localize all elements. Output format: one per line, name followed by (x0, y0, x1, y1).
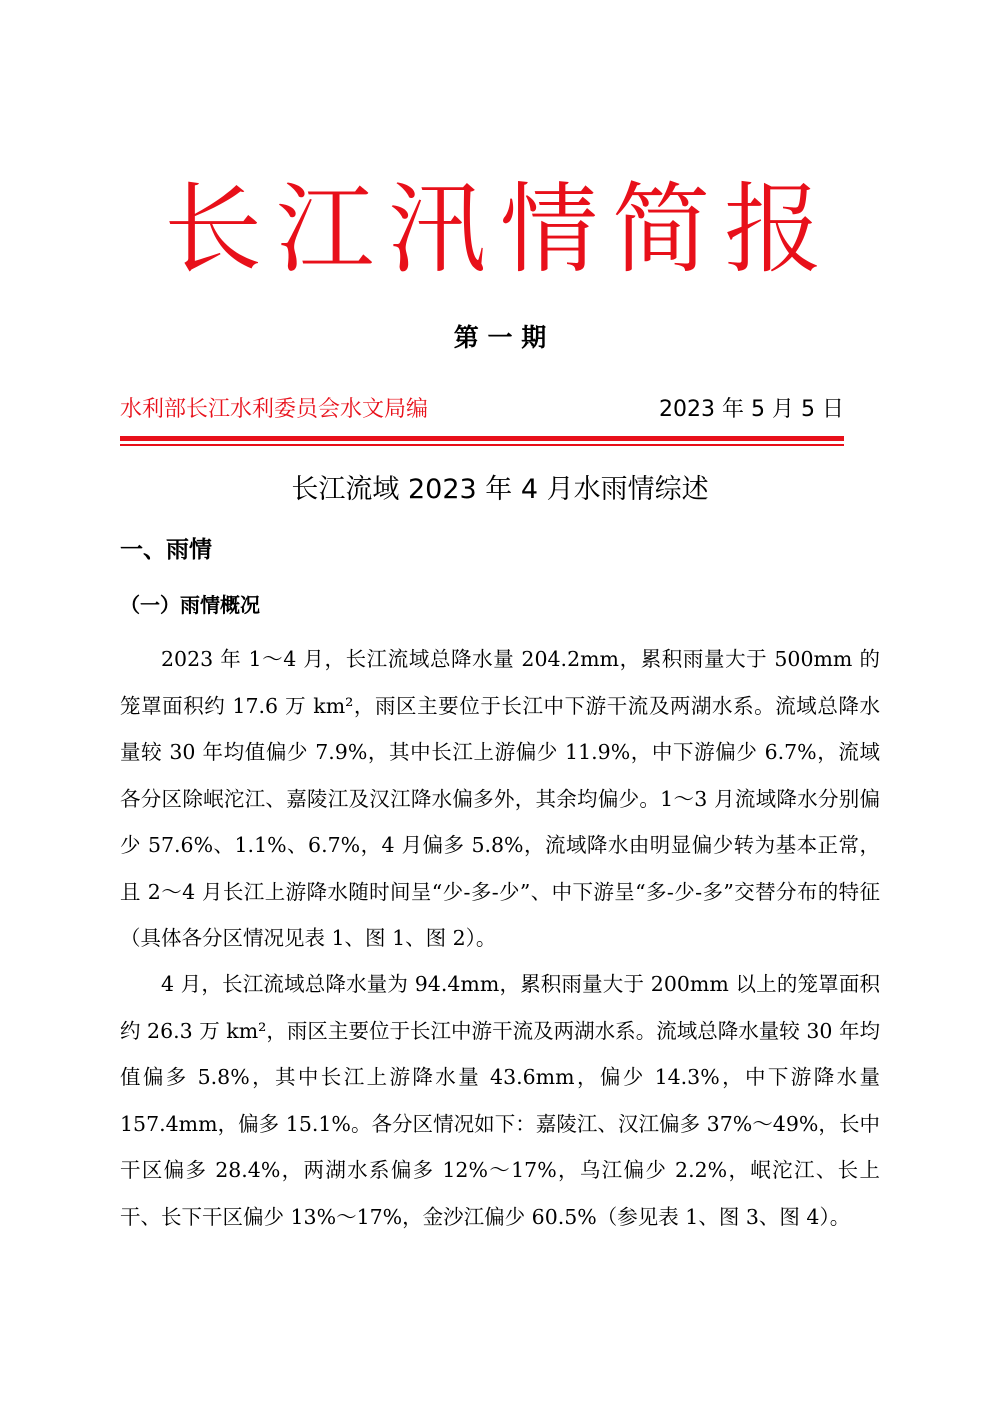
masthead-title: 长江汛情简报 (163, 173, 836, 287)
header-rule-thick (120, 436, 844, 441)
publisher-name: 水利部长江水利委员会水文局编 (120, 397, 429, 422)
document-title: 长江流域 2023 年 4 月水雨情综述 (291, 474, 709, 505)
header-rule-thin (120, 444, 844, 446)
subsection-heading: （一）雨情概况 (120, 593, 260, 617)
body-paragraph-1: 2023 年 1～4 月，长江流域总降水量 204.2mm，累积雨量大于 500mm 的笼罩面积约 17.6 万 km²，雨区主要位于长江中下游干流及两湖水系。流域总降水量较 30 年均值偏少 7.9%，其中长江上游偏少 11.9%，中下游偏少 6.7%，流域各分区除岷沱江、嘉陵江及汉江降水偏多外，其余均偏少。1～3 月流域降水分别偏少 57.6%、1.1%、6.7%，4 月偏多 5.8%，流域降水由明显偏少转为基本正常，且 2～4 月长江上游降水随时间呈“少-多-少”、中下游呈“多-少-多”交替分布的特征（具体各分区情况见表 1、图 1、图 2）。 (120, 647, 880, 950)
body-paragraph-2: 4 月，长江流域总降水量为 94.4mm，累积雨量大于 200mm 以上的笼罩面积约 26.3 万 km²，雨区主要位于长江中游干流及两湖水系。流域总降水量较 30 年均值偏多 5.8%，其中长江上游降水量 43.6mm，偏少 14.3%，中下游降水量 157.4mm，偏多 15.1%。各分区情况如下：嘉陵江、汉江偏多 37%～49%，长中干区偏多 28.4%，两湖水系偏多 12%～17%，乌江偏少 2.2%，岷沱江、长上干、长下干区偏少 13%～17%，金沙江偏少 60.5%（参见表 1、图 3、图 4）。 (120, 972, 880, 1229)
section-heading: 一、雨情 (120, 537, 212, 563)
publication-date: 2023 年 5 月 5 日 (659, 397, 844, 422)
issue-number: 第 一 期 (453, 323, 547, 352)
